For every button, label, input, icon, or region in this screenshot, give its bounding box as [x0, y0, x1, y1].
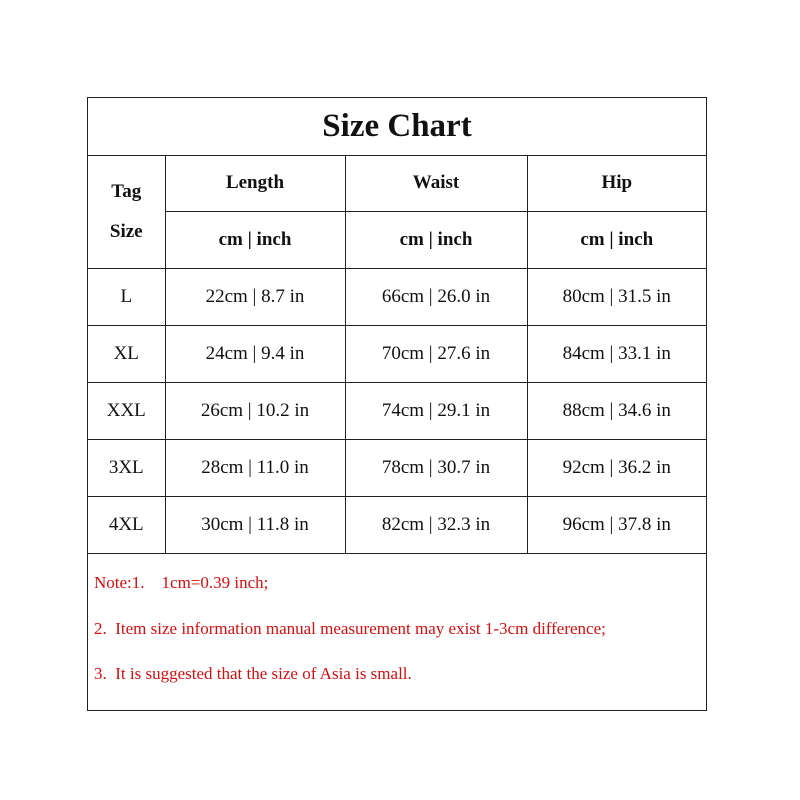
waist-cell: 82cm | 32.3 in: [345, 497, 527, 554]
hip-header: Hip: [527, 155, 706, 212]
hip-cell: 92cm | 36.2 in: [527, 440, 706, 497]
length-cell: 28cm | 11.0 in: [165, 440, 345, 497]
tag-cell: XXL: [88, 383, 165, 440]
tag-header-line2: Size: [109, 220, 143, 242]
length-unit: cm | inch: [165, 212, 345, 269]
hip-cell: 88cm | 34.6 in: [527, 383, 706, 440]
waist-cell: 70cm | 27.6 in: [345, 326, 527, 383]
header-row: [88, 155, 706, 212]
hip-cell: 80cm | 31.5 in: [527, 269, 706, 326]
tag-cell: L: [88, 269, 165, 326]
size-table: [88, 155, 706, 554]
hip-unit: cm | inch: [527, 212, 706, 269]
hip-cell: 96cm | 37.8 in: [527, 497, 706, 554]
length-cell: 26cm | 10.2 in: [165, 383, 345, 440]
size-chart: [87, 97, 707, 711]
table-row: [88, 326, 706, 383]
unit-row: [88, 212, 706, 269]
notes-section: [88, 553, 706, 710]
note-line: Note:1. 1cm=0.39 inch;: [94, 573, 269, 592]
chart-title: Size Chart: [88, 98, 706, 156]
length-cell: 24cm | 9.4 in: [165, 326, 345, 383]
tag-cell: 3XL: [88, 440, 165, 497]
waist-cell: 78cm | 30.7 in: [345, 440, 527, 497]
table-row: [88, 383, 706, 440]
table-row: [88, 440, 706, 497]
waist-unit: cm | inch: [345, 212, 527, 269]
length-cell: 22cm | 8.7 in: [165, 269, 345, 326]
table-row: [88, 269, 706, 326]
table-row: [88, 497, 706, 554]
waist-header: Waist: [345, 155, 527, 212]
hip-cell: 84cm | 33.1 in: [527, 326, 706, 383]
waist-cell: 74cm | 29.1 in: [345, 383, 527, 440]
tag-header-line1: Tag: [111, 180, 142, 202]
length-cell: 30cm | 11.8 in: [165, 497, 345, 554]
length-header: Length: [165, 155, 345, 212]
waist-cell: 66cm | 26.0 in: [345, 269, 527, 326]
tag-cell: XL: [88, 326, 165, 383]
note-line: 3. It is suggested that the size of Asia is small.: [94, 664, 412, 683]
note-line: 2. Item size information manual measurement may exist 1-3cm difference;: [94, 619, 606, 638]
tag-cell: 4XL: [88, 497, 165, 554]
tag-size-header: [88, 155, 165, 269]
